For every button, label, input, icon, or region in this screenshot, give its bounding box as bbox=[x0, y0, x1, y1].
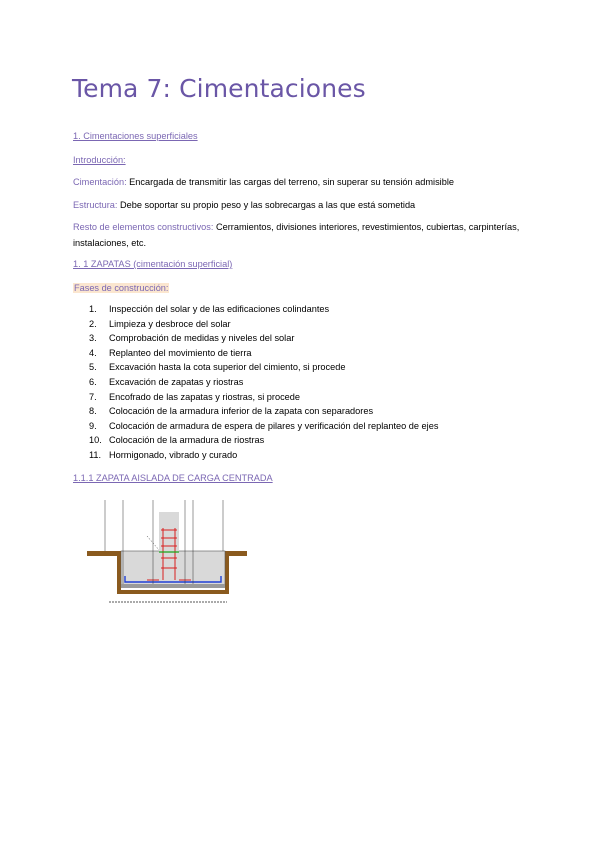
list-item-number: 10. bbox=[89, 435, 102, 446]
definition-cimentacion bbox=[73, 174, 523, 190]
list-item-text: Colocación de armadura de espera de pilares y verificación del replanteo de ejes bbox=[109, 420, 439, 431]
definition-cimentacion-text: Encargada de transmitir las cargas del terreno, sin superar su tensión admisible bbox=[126, 177, 454, 187]
fases-highlight: Fases de construcción: bbox=[74, 283, 169, 293]
list-item-text: Inspección del solar y de las edificaciones colindantes bbox=[109, 304, 330, 314]
list-item-number: 3. bbox=[89, 333, 97, 344]
list-item-text: Replanteo del movimiento de tierra bbox=[109, 347, 252, 358]
list-item-text: Colocación de la armadura inferior de la zapata con separadores bbox=[109, 406, 374, 417]
list-item-number: 1. bbox=[89, 304, 97, 314]
list-item-number: 6. bbox=[89, 376, 97, 387]
term-resto-elementos: Resto de elementos constructivos: bbox=[73, 222, 214, 232]
list-item-number: 2. bbox=[89, 318, 97, 329]
definition-resto-elementos bbox=[73, 219, 523, 251]
list-item-number: 5. bbox=[89, 362, 97, 373]
zapata-aislada-diagram bbox=[85, 494, 255, 614]
subheading-introduccion[interactable]: Introducción: bbox=[73, 155, 126, 165]
term-cimentacion: Cimentación: bbox=[73, 177, 127, 187]
term-estructura: Estructura: bbox=[73, 200, 118, 210]
list-item-number: 7. bbox=[89, 391, 97, 402]
subheading-fases bbox=[73, 280, 523, 296]
list-item-text: Hormigonado, vibrado y curado bbox=[109, 449, 238, 460]
definition-resto-text: Cerramientos, divisiones interiores, revestimientos, cubiertas, carpinterías, instalaciones, etc. bbox=[73, 222, 520, 248]
list-item-text: Encofrado de las zapatas y riostras, si procede bbox=[109, 391, 300, 402]
definition-estructura-text: Debe soportar su propio peso y las sobrecargas a las que está sometida bbox=[117, 200, 416, 210]
list-item-text: Comprobación de medidas y niveles del solar bbox=[109, 333, 295, 344]
list-item-number: 8. bbox=[89, 406, 97, 417]
list-item-number: 9. bbox=[89, 420, 97, 431]
section-heading-cimentaciones-superficiales[interactable]: 1. Cimentaciones superficiales bbox=[73, 131, 198, 141]
page-title: Tema 7: Cimentaciones bbox=[72, 74, 366, 103]
list-item-text: Excavación hasta la cota superior del cimiento, si procede bbox=[109, 362, 346, 373]
lean-concrete bbox=[121, 584, 225, 588]
list-item-number: 11. bbox=[89, 449, 102, 460]
section-heading-zapata-aislada[interactable]: 1.1.1 ZAPATA AISLADA DE CARGA CENTRADA bbox=[73, 473, 273, 483]
list-item-text: Colocación de la armadura de riostras bbox=[109, 435, 265, 446]
definition-estructura bbox=[73, 197, 523, 213]
list-item-text: Limpieza y desbroce del solar bbox=[109, 318, 231, 329]
list-item-text: Excavación de zapatas y riostras bbox=[109, 376, 244, 387]
section-heading-zapatas[interactable]: 1. 1 ZAPATAS (cimentación superficial) bbox=[73, 259, 233, 269]
list-item-number: 4. bbox=[89, 347, 97, 358]
